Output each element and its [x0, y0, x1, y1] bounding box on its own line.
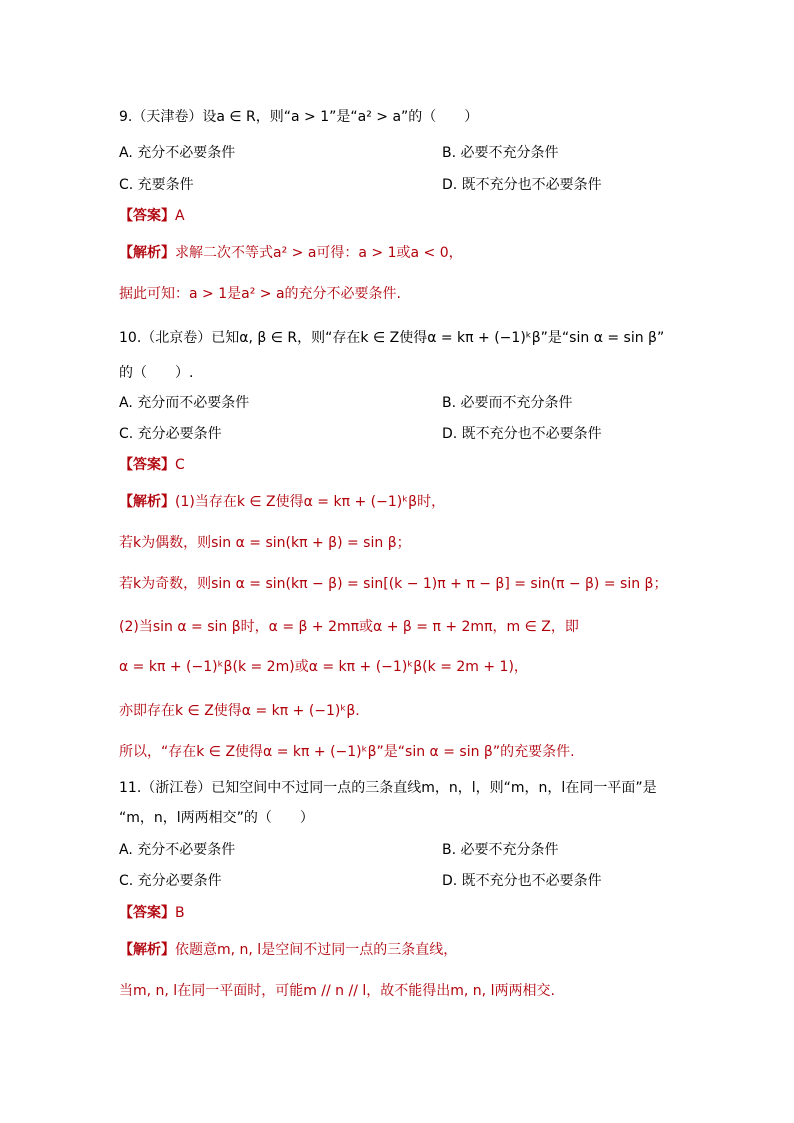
q11-stem: 11.（浙江卷）已知空间中不过同一点的三条直线m，n，l，则“m，n，l在同一平面”是 — [119, 780, 657, 796]
q11-analysis-line-2: 当m, n, l在同一平面时，可能m // n // l，故不能得出m, n, l两两相交. — [119, 983, 555, 999]
analysis-label: 【解析】 — [119, 245, 175, 261]
q9-answer — [119, 206, 185, 226]
answer-value: B — [175, 905, 185, 921]
analysis-text: 依题意m, n, l是空间不过同一点的三条直线， — [175, 942, 458, 958]
q10-analysis-line-5: α = kπ + (−1)ᵏβ(k = 2m)或α = kπ + (−1)ᵏβ(k = 2m + 1)， — [119, 659, 528, 675]
q11-answer — [119, 903, 185, 923]
q10-analysis-line-2: 若k为偶数，则sin α = sin(kπ + β) = sin β； — [119, 535, 411, 551]
analysis-text: 求解二次不等式a² > a可得：a > 1或a < 0， — [175, 245, 463, 261]
q11-option-d: D. 既不充分也不必要条件 — [442, 873, 602, 889]
analysis-label: 【解析】 — [119, 942, 175, 958]
answer-label: 【答案】 — [119, 208, 175, 224]
answer-value: C — [175, 457, 185, 473]
q11-option-b: B. 必要不充分条件 — [442, 842, 559, 858]
q10-analysis-line-3: 若k为奇数，则sin α = sin(kπ − β) = sin[(k − 1)π + π − β] = sin(π − β) = sin β； — [119, 576, 668, 592]
q11-stem-2: “m，n，l两两相交”的（ ） — [119, 810, 314, 826]
q9-stem: 9.（天津卷）设a ∈ R，则“a > 1”是“a² > a”的（ ） — [119, 109, 479, 125]
q10-analysis-line-1 — [119, 492, 445, 512]
q11-option-a: A. 充分不必要条件 — [119, 842, 236, 858]
q9-option-d: D. 既不充分也不必要条件 — [442, 177, 602, 193]
answer-label: 【答案】 — [119, 457, 175, 473]
q11-analysis-line-1 — [119, 940, 457, 960]
q10-analysis-line-7: 所以，“存在k ∈ Z使得α = kπ + (−1)ᵏβ”是“sin α = sin β”的充要条件. — [119, 744, 575, 760]
answer-label: 【答案】 — [119, 905, 175, 921]
analysis-text: (1)当存在k ∈ Z使得α = kπ + (−1)ᵏβ时， — [175, 494, 446, 510]
answer-value: A — [175, 208, 185, 224]
q10-analysis-line-6: 亦即存在k ∈ Z使得α = kπ + (−1)ᵏβ. — [119, 703, 360, 719]
q10-answer — [119, 455, 185, 475]
q9-option-c: C. 充要条件 — [119, 177, 194, 193]
q10-option-d: D. 既不充分也不必要条件 — [442, 426, 602, 442]
q10-option-b: B. 必要而不充分条件 — [442, 395, 573, 411]
q9-option-a: A. 充分不必要条件 — [119, 145, 236, 161]
q10-option-a: A. 充分而不必要条件 — [119, 395, 250, 411]
q10-stem-2: 的（ ）. — [119, 365, 194, 381]
q10-analysis-line-4: (2)当sin α = sin β时，α = β + 2mπ或α + β = π + 2mπ，m ∈ Z，即 — [119, 619, 579, 635]
q9-analysis-line-2: 据此可知：a > 1是a² > a的充分不必要条件. — [119, 286, 401, 302]
q9-analysis-line-1 — [119, 243, 463, 263]
q11-option-c: C. 充分必要条件 — [119, 873, 222, 889]
q10-option-c: C. 充分必要条件 — [119, 426, 222, 442]
q10-stem: 10.（北京卷）已知α, β ∈ R，则“存在k ∈ Z使得α = kπ + (−1)ᵏβ”是“sin α = sin β” — [119, 330, 665, 346]
q9-option-b: B. 必要不充分条件 — [442, 145, 559, 161]
analysis-label: 【解析】 — [119, 494, 175, 510]
